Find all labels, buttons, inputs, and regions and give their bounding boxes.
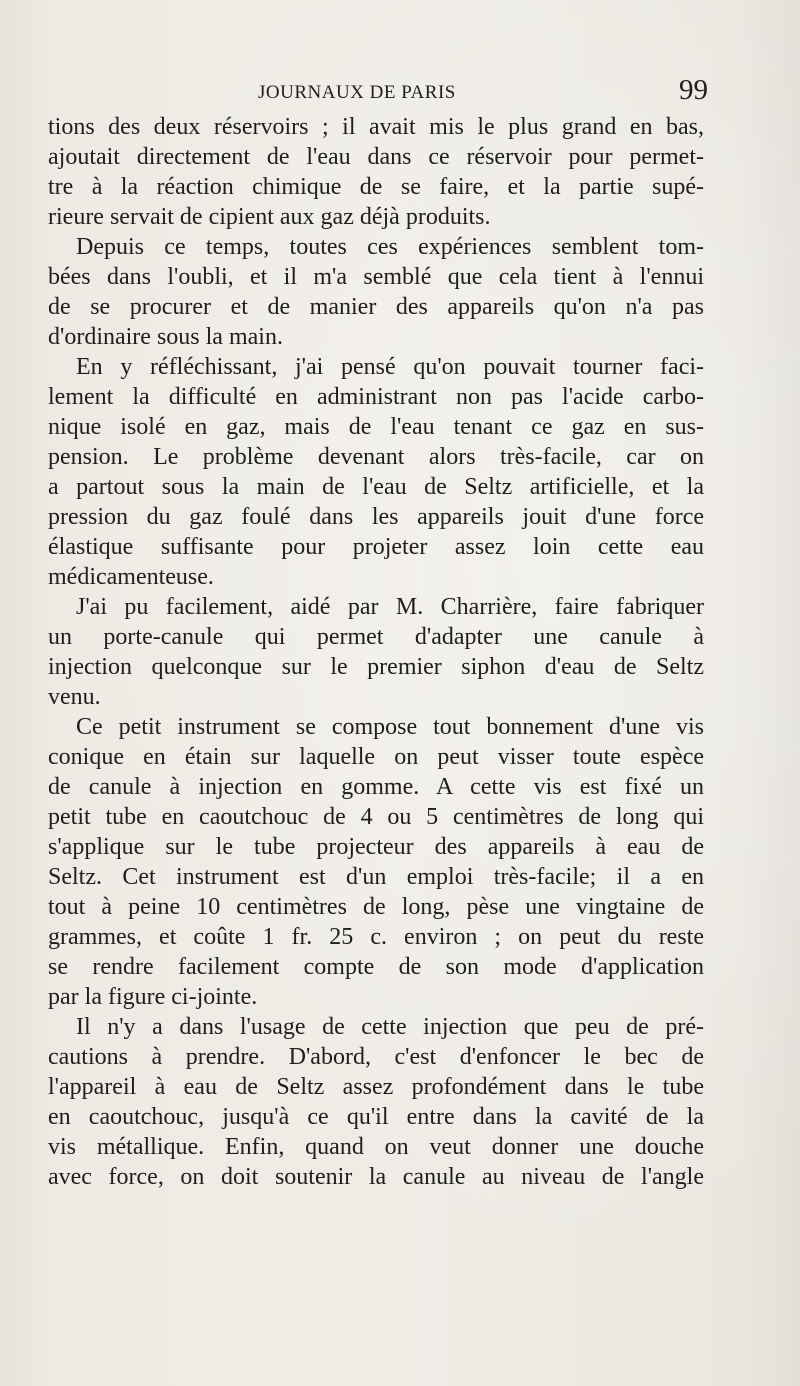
- text-line: venu.: [48, 684, 101, 710]
- text-line: ajoutait directement de l'eau dans ce réservoir pour permet-: [48, 144, 704, 170]
- text-line: l'appareil à eau de Seltz assez profondément dans le tube: [48, 1074, 704, 1100]
- text-line: de canule à injection en gomme. A cette vis est fixé un: [48, 774, 704, 800]
- text-line: Ce petit instrument se compose tout bonnement d'une vis: [76, 714, 704, 740]
- text-line: a partout sous la main de l'eau de Seltz artificielle, et la: [48, 474, 704, 500]
- text-line: petit tube en caoutchouc de 4 ou 5 centimètres de long qui: [48, 804, 704, 830]
- text-line: de se procurer et de manier des appareils qu'on n'a pas: [48, 294, 704, 320]
- text-line: Seltz. Cet instrument est d'un emploi très-facile; il a en: [48, 864, 704, 890]
- text-line: un porte-canule qui permet d'adapter une canule à: [48, 624, 704, 650]
- page-header: [48, 74, 708, 108]
- text-line: en caoutchouc, jusqu'à ce qu'il entre dans la cavité de la: [48, 1104, 704, 1130]
- text-line: par la figure ci-jointe.: [48, 984, 258, 1010]
- text-line: rieure servait de cipient aux gaz déjà produits.: [48, 204, 491, 230]
- text-line: grammes, et coûte 1 fr. 25 c. environ ; on peut du reste: [48, 924, 704, 950]
- text-line: Il n'y a dans l'usage de cette injection que peu de pré-: [76, 1014, 704, 1040]
- text-line: médicamenteuse.: [48, 564, 214, 590]
- text-line: vis métallique. Enfin, quand on veut donner une douche: [48, 1134, 704, 1160]
- text-line: bées dans l'oubli, et il m'a semblé que cela tient à l'ennui: [48, 264, 704, 290]
- text-line: tions des deux réservoirs ; il avait mis le plus grand en bas,: [48, 114, 704, 140]
- text-line: pression du gaz foulé dans les appareils jouit d'une force: [48, 504, 704, 530]
- page-number: 99: [679, 74, 708, 106]
- text-line: pension. Le problème devenant alors très-facile, car on: [48, 444, 704, 470]
- text-line: J'ai pu facilement, aidé par M. Charrière, faire fabriquer: [76, 594, 704, 620]
- running-head: JOURNAUX DE PARIS: [258, 82, 456, 103]
- text-line: se rendre facilement compte de son mode d'application: [48, 954, 704, 980]
- text-line: Depuis ce temps, toutes ces expériences semblent tom-: [76, 234, 704, 260]
- text-line: d'ordinaire sous la main.: [48, 324, 283, 350]
- text-line: avec force, on doit soutenir la canule au niveau de l'angle: [48, 1164, 704, 1190]
- text-line: conique en étain sur laquelle on peut visser toute espèce: [48, 744, 704, 770]
- body-text: [48, 112, 704, 1192]
- text-line: lement la difficulté en administrant non pas l'acide carbo-: [48, 384, 704, 410]
- text-line: tre à la réaction chimique de se faire, et la partie supé-: [48, 174, 704, 200]
- text-line: s'applique sur le tube projecteur des appareils à eau de: [48, 834, 704, 860]
- text-line: élastique suffisante pour projeter assez loin cette eau: [48, 534, 704, 560]
- text-line: tout à peine 10 centimètres de long, pèse une vingtaine de: [48, 894, 704, 920]
- text-line: injection quelconque sur le premier siphon d'eau de Seltz: [48, 654, 704, 680]
- text-line: cautions à prendre. D'abord, c'est d'enfoncer le bec de: [48, 1044, 704, 1070]
- text-line: nique isolé en gaz, mais de l'eau tenant ce gaz en sus-: [48, 414, 704, 440]
- text-line: En y réfléchissant, j'ai pensé qu'on pouvait tourner faci-: [76, 354, 704, 380]
